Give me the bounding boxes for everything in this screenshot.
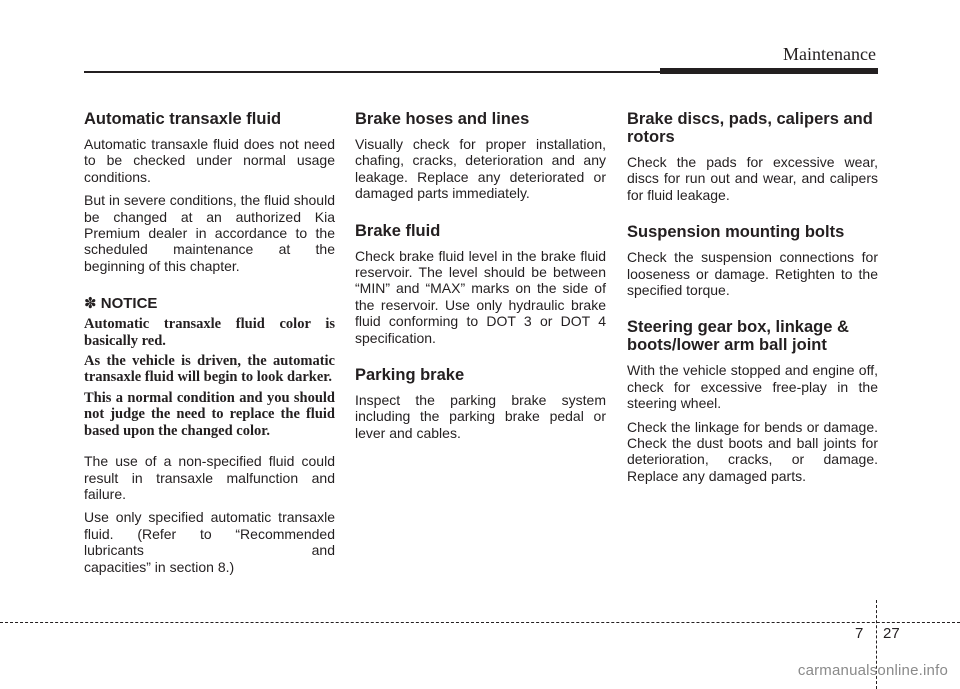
- column-transaxle: [84, 110, 335, 582]
- paragraph: Visually check for proper installation, chafing, cracks, deterioration and any leakage. Replace any deteriorated or damaged parts immediately.: [355, 136, 606, 202]
- heading-brake-discs: Brake discs, pads, calipers and rotors: [627, 110, 873, 146]
- paragraph: Check the linkage for bends or damage. Check the dust boots and ball joints for deterioration, cracks, or damage. Replace any damaged parts.: [627, 418, 878, 484]
- section-title: Maintenance: [783, 44, 876, 64]
- notice-text: This a normal condition and you should not judge the need to replace the fluid based upon the changed color.: [84, 389, 335, 439]
- paragraph: But in severe conditions, the fluid should be changed at an authorized Kia Premium dealer in accordance to the scheduled maintenance at the beginning of this chapter.: [84, 192, 335, 274]
- notice-text: As the vehicle is driven, the automatic transaxle fluid will begin to look darker.: [84, 353, 335, 386]
- heading-automatic-transaxle-fluid: Automatic transaxle fluid: [84, 110, 282, 128]
- notice-icon: ✽: [84, 295, 97, 313]
- header-rule-accent: [660, 68, 878, 74]
- paragraph: The use of a non-specified fluid could result in transaxle malfunction and failure.: [84, 453, 335, 502]
- paragraph: capacities” in section 8.): [84, 558, 235, 575]
- notice-text: Automatic transaxle fluid color is basically red.: [84, 316, 335, 349]
- page-number: 27: [883, 625, 900, 642]
- column-brakes: [355, 110, 606, 448]
- heading-brake-hoses-and-lines: Brake hoses and lines: [355, 110, 530, 128]
- column-suspension-steering: [627, 110, 878, 491]
- watermark: carmanualsonline.info: [797, 662, 948, 679]
- heading-brake-fluid: Brake fluid: [355, 221, 441, 240]
- heading-parking-brake: Parking brake: [355, 366, 465, 385]
- paragraph: Automatic transaxle fluid does not need to be checked under normal usage conditions.: [84, 136, 335, 185]
- paragraph: Inspect the parking brake system including the parking brake pedal or lever and cables.: [355, 392, 606, 441]
- footer-crop-line: [0, 622, 960, 623]
- paragraph: Check the pads for excessive wear, discs for run out and wear, and calipers for fluid leakage.: [627, 154, 878, 203]
- paragraph: With the vehicle stopped and engine off, check for excessive free-play in the steering wheel.: [627, 362, 878, 412]
- header-rule: [84, 71, 660, 73]
- notice-heading: [84, 294, 335, 312]
- paragraph: Check the suspension connections for looseness or damage. Retighten to the specified torque.: [627, 249, 878, 299]
- heading-suspension-mounting-bolts: Suspension mounting bolts: [627, 223, 845, 242]
- paragraph: Use only specified automatic transaxle fluid. (Refer to “Recommended lubricants and: [84, 509, 335, 559]
- heading-steering-gear-box: Steering gear box, linkage & boots/lower arm ball joint: [627, 318, 849, 355]
- paragraph: Check brake fluid level in the brake fluid reservoir. The level should be between “MIN” and “MAX” marks on the side of the reservoir. Use only hydraulic brake fluid conforming to DOT 3 or DOT 4 specification.: [355, 247, 606, 346]
- notice-label: NOTICE: [100, 295, 158, 313]
- chapter-number: 7: [855, 625, 864, 642]
